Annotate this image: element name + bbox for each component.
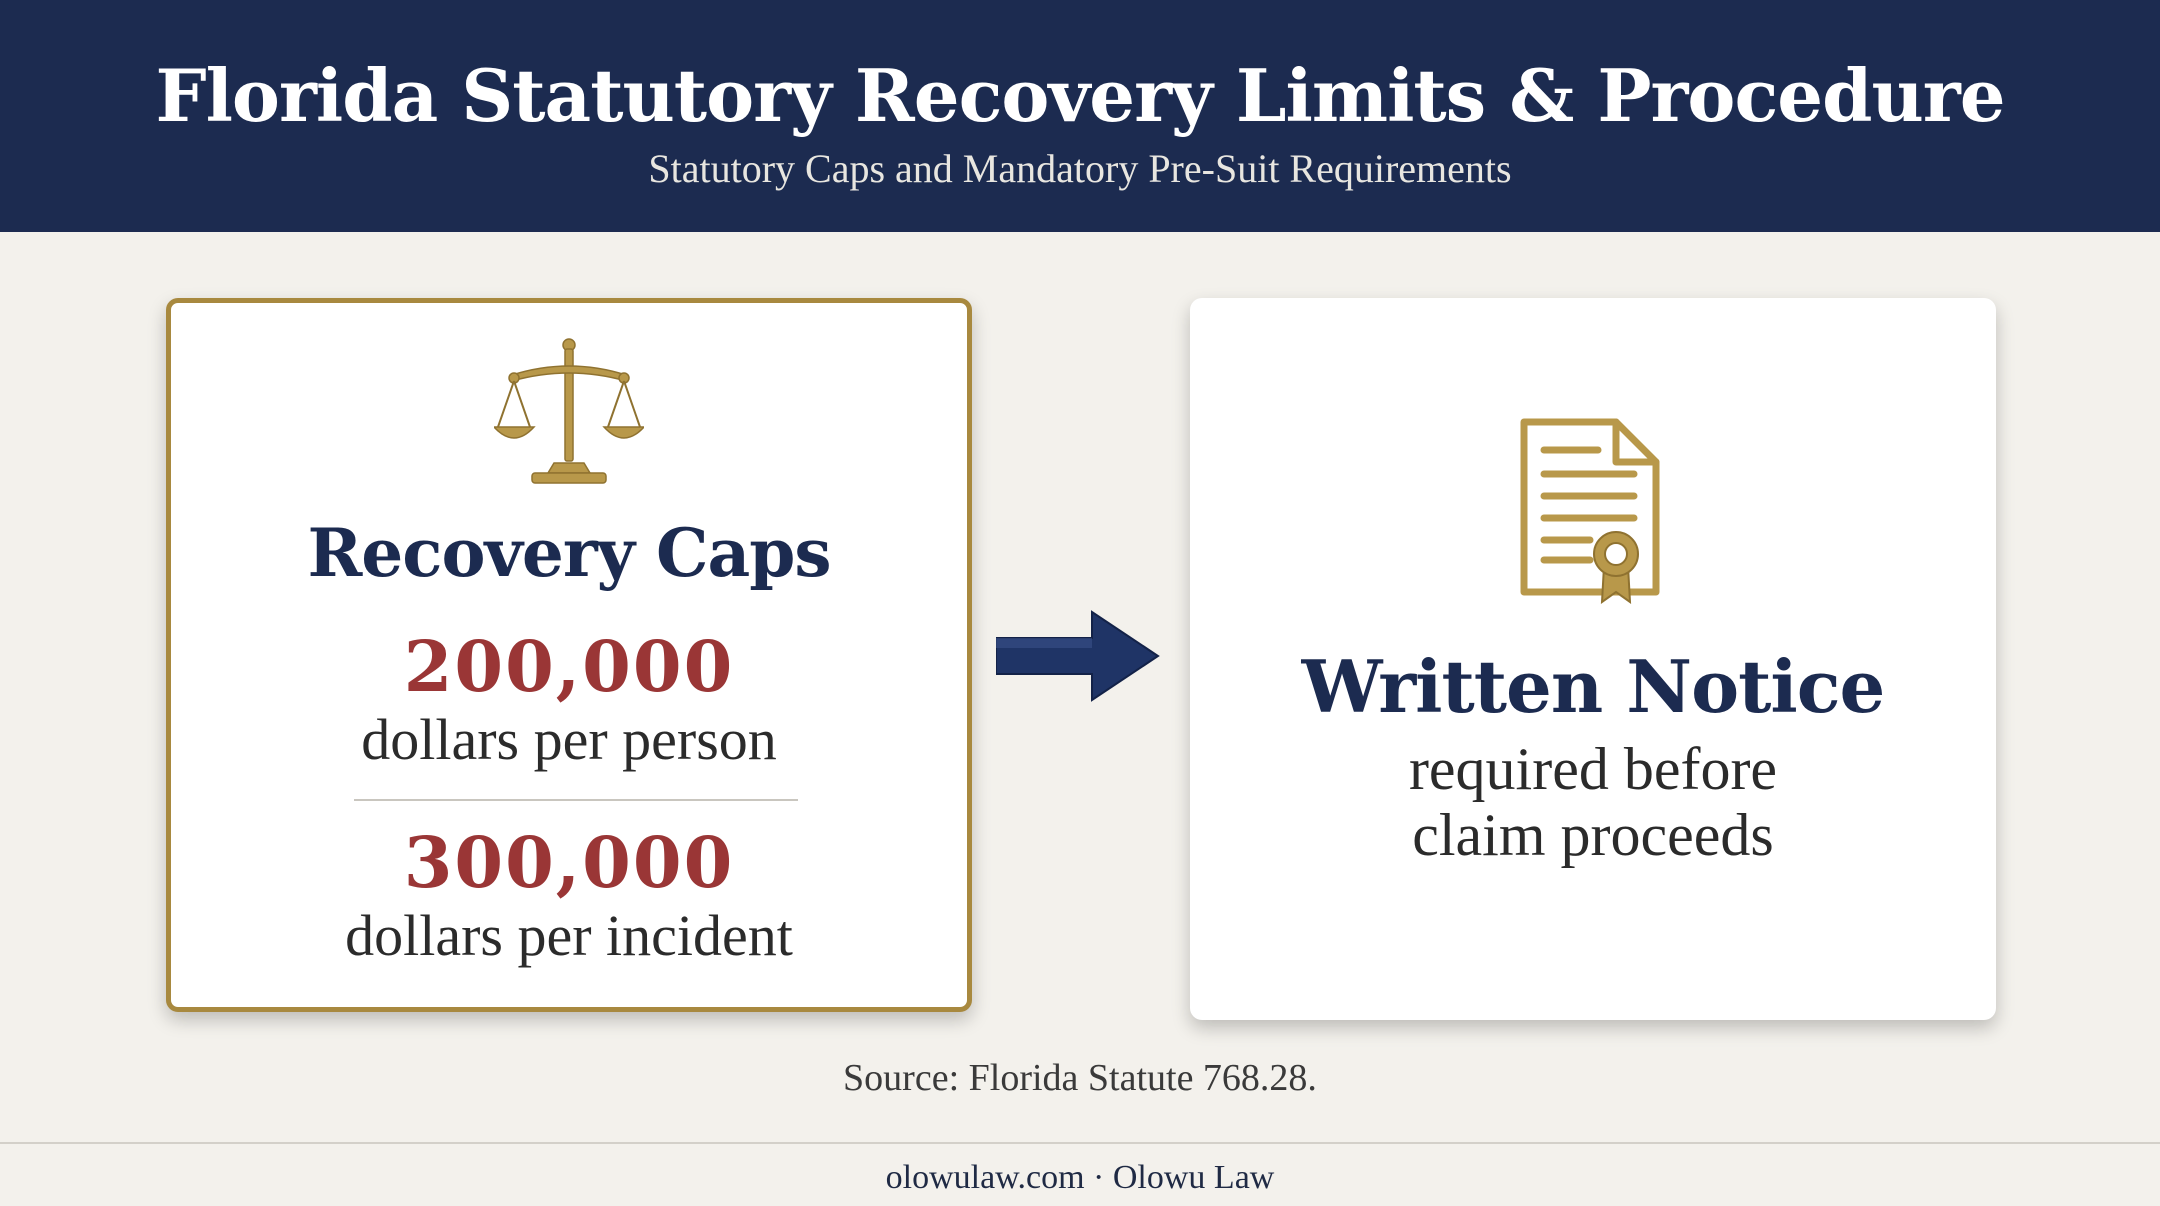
arrow-right-icon (996, 608, 1162, 704)
caps-divider (354, 799, 798, 801)
written-notice-heading: Written Notice (1301, 644, 1885, 729)
notice-description (1190, 736, 1996, 868)
recovery-caps-heading: Recovery Caps (307, 514, 831, 592)
footer-divider (0, 1142, 2160, 1144)
per-person-label: dollars per person (361, 707, 777, 772)
per-person-amount: 200,000 (403, 625, 735, 708)
footer-credit: olowulaw.com · Olowu Law (885, 1159, 1275, 1196)
header-banner (0, 0, 2160, 232)
page-title: Florida Statutory Recovery Limits & Procedure (155, 53, 2005, 138)
per-incident-label: dollars per incident (345, 903, 793, 968)
written-notice-card (1190, 298, 1996, 1020)
page-subtitle: Statutory Caps and Mandatory Pre-Suit Requirements (648, 146, 1512, 191)
recovery-caps-card (166, 298, 972, 1012)
per-incident-amount: 300,000 (403, 821, 735, 904)
notice-line-1: required before (1408, 736, 1778, 802)
scales-of-justice-icon (494, 335, 644, 487)
certificate-document-icon (1516, 414, 1666, 604)
source-citation: Source: Florida Statute 768.28. (843, 1057, 1317, 1099)
notice-line-2: claim proceeds (1412, 802, 1774, 868)
